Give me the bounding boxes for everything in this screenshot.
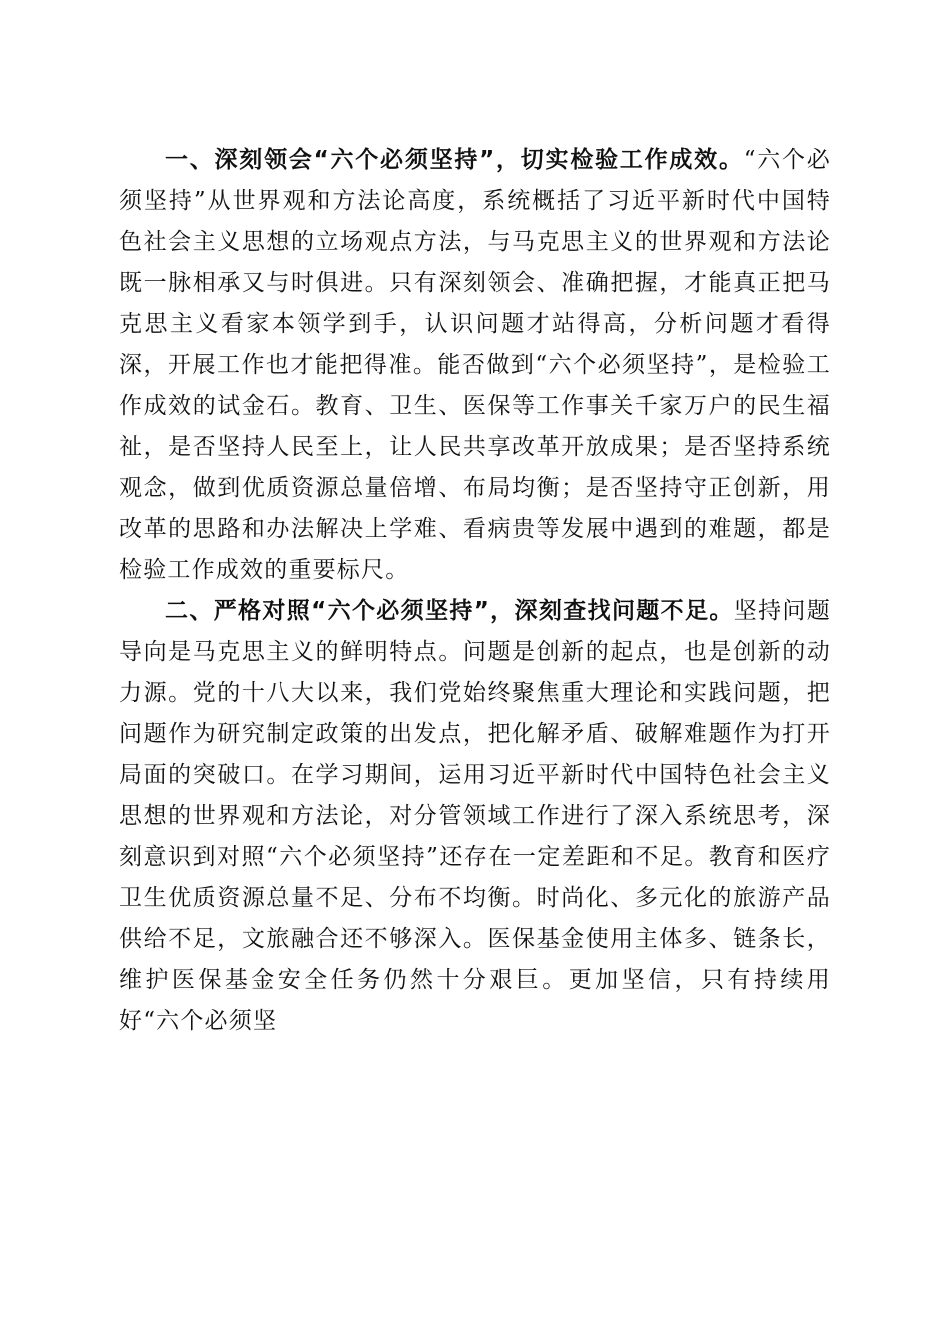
- section-1-text: “六个必须坚持”从世界观和方法论高度，系统概括了习近平新时代中国特色社会主义思想的立场观点方法，与马克思主义的世界观和方法论既一脉相承又与时俱进。只有深刻领会、准确把握，才能真正把马克思主义看家本领学到手，认识问题才站得高，分析问题才看得深，开展工作也才能把得准。能否做到“六个必须坚持”，是检验工作成效的试金石。教育、卫生、医保等工作事关千家万户的民生福祉，是否坚持人民至上，让人民共享改革开放成果；是否坚持系统观念，做到优质资源总量倍增、布局均衡；是否坚持守正创新，用改革的思路和办法解决上学难、看病贵等发展中遇到的难题，都是检验工作成效的重要标尺。: [119, 147, 831, 583]
- section-2-text: 坚持问题导向是马克思主义的鲜明特点。问题是创新的起点，也是创新的动力源。党的十八大以来，我们党始终聚焦重大理论和实践问题，把问题作为研究制定政策的出发点，把化解矛盾、破解难题作为打开局面的突破口。在学习期间，运用习近平新时代中国特色社会主义思想的世界观和方法论，对分管领域工作进行了深入系统思考，深刻意识到对照“六个必须坚持”还存在一定差距和不足。教育和医疗卫生优质资源总量不足、分布不均衡。时尚化、多元化的旅游产品供给不足，文旅融合还不够深入。医保基金使用主体多、链条长，维护医保基金安全任务仍然十分艰巨。更加坚信，只有持续用好“六个必须坚: [119, 598, 831, 1034]
- section-2-heading: 二、严格对照“六个必须坚持”，深刻查找问题不足。: [165, 598, 734, 624]
- section-2-paragraph: [119, 591, 831, 1042]
- section-1-paragraph: [119, 140, 831, 591]
- document-body: [119, 140, 831, 1042]
- section-1-heading: 一、深刻领会“六个必须坚持”，切实检验工作成效。: [165, 147, 744, 173]
